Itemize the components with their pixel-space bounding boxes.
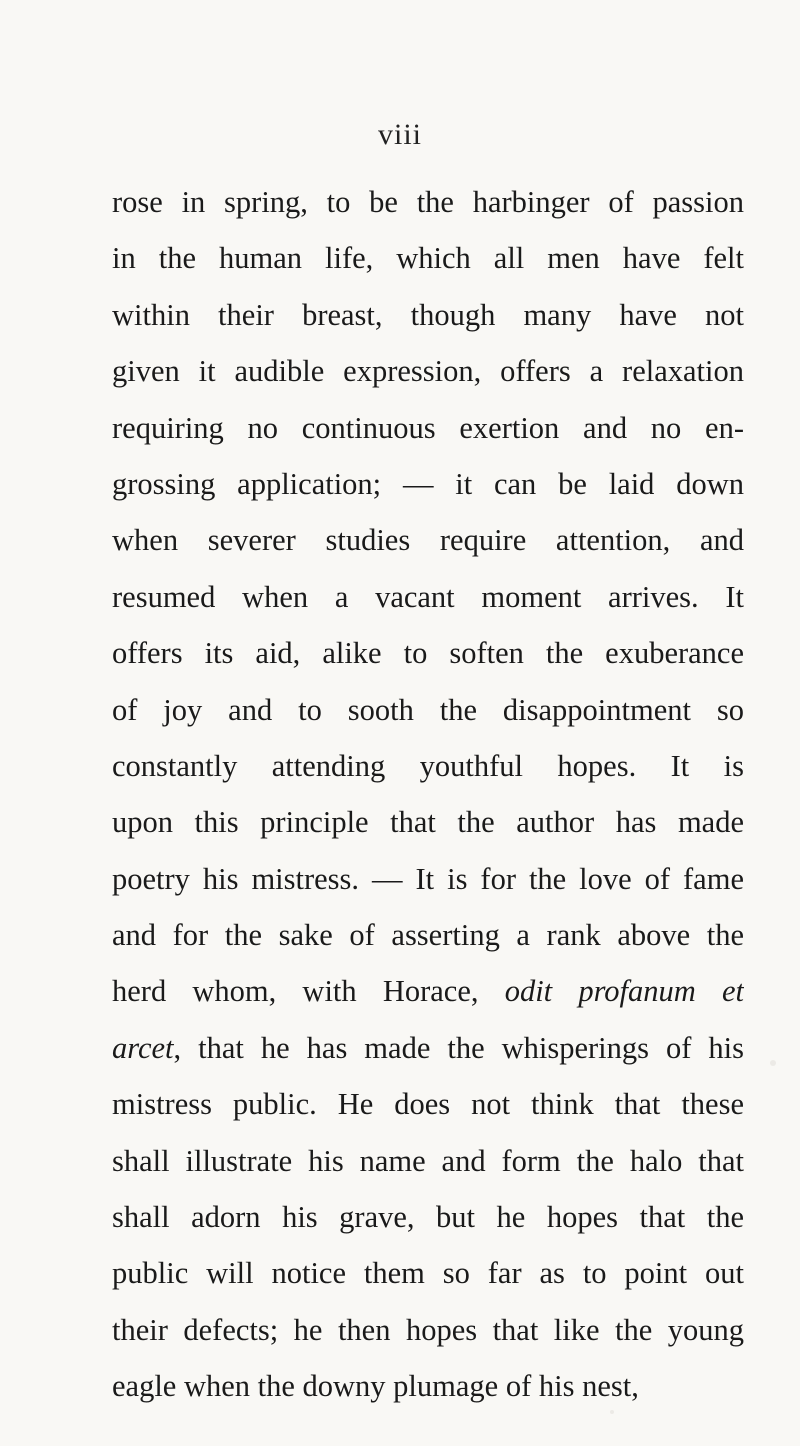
text-line: public will notice them so far as to point out: [112, 1256, 744, 1291]
text-line: herd whom, with Horace, odit profanum et: [112, 974, 744, 1009]
paper-speck: [770, 1060, 776, 1066]
text-line: shall adorn his grave, but he hopes that the: [112, 1200, 744, 1235]
text-line: in the human life, which all men have felt: [112, 241, 744, 276]
text-line: shall illustrate his name and form the halo that: [112, 1143, 744, 1178]
text-line: requiring no continuous exertion and no en-: [112, 410, 744, 445]
text-line: and for the sake of asserting a rank above the: [112, 918, 744, 953]
text-line: upon this principle that the author has made: [112, 805, 744, 840]
text-line: mistress public. He does not think that these: [112, 1087, 744, 1122]
text-line: arcet, that he has made the whisperings of his: [112, 1030, 744, 1065]
text-line: of joy and to sooth the disappointment so: [112, 692, 744, 727]
text-line: rose in spring, to be the harbinger of passion: [112, 185, 744, 219]
text-line: resumed when a vacant moment arrives. It: [112, 579, 744, 614]
text-line: offers its aid, alike to soften the exuberance: [112, 636, 744, 671]
body-text: [112, 174, 744, 1415]
text-line: within their breast, though many have not: [112, 297, 744, 332]
text-line: eagle when the downy plumage of his nest,: [112, 1369, 639, 1404]
text-line: their defects; he then hopes that like the young: [112, 1312, 744, 1347]
text-line: constantly attending youthful hopes. It is: [112, 748, 744, 783]
paper-speck: [610, 1410, 614, 1414]
page-number: viii: [377, 118, 422, 151]
italic-quote: odit profanum et: [504, 974, 744, 1009]
italic-quote: arcet: [112, 1030, 174, 1065]
text-line: when severer studies require attention, and: [112, 523, 744, 558]
text-line: grossing application; — it can be laid down: [112, 466, 744, 501]
text-line: given it audible expression, offers a relaxation: [112, 354, 744, 389]
text-line: poetry his mistress. — It is for the love of fame: [112, 861, 744, 896]
